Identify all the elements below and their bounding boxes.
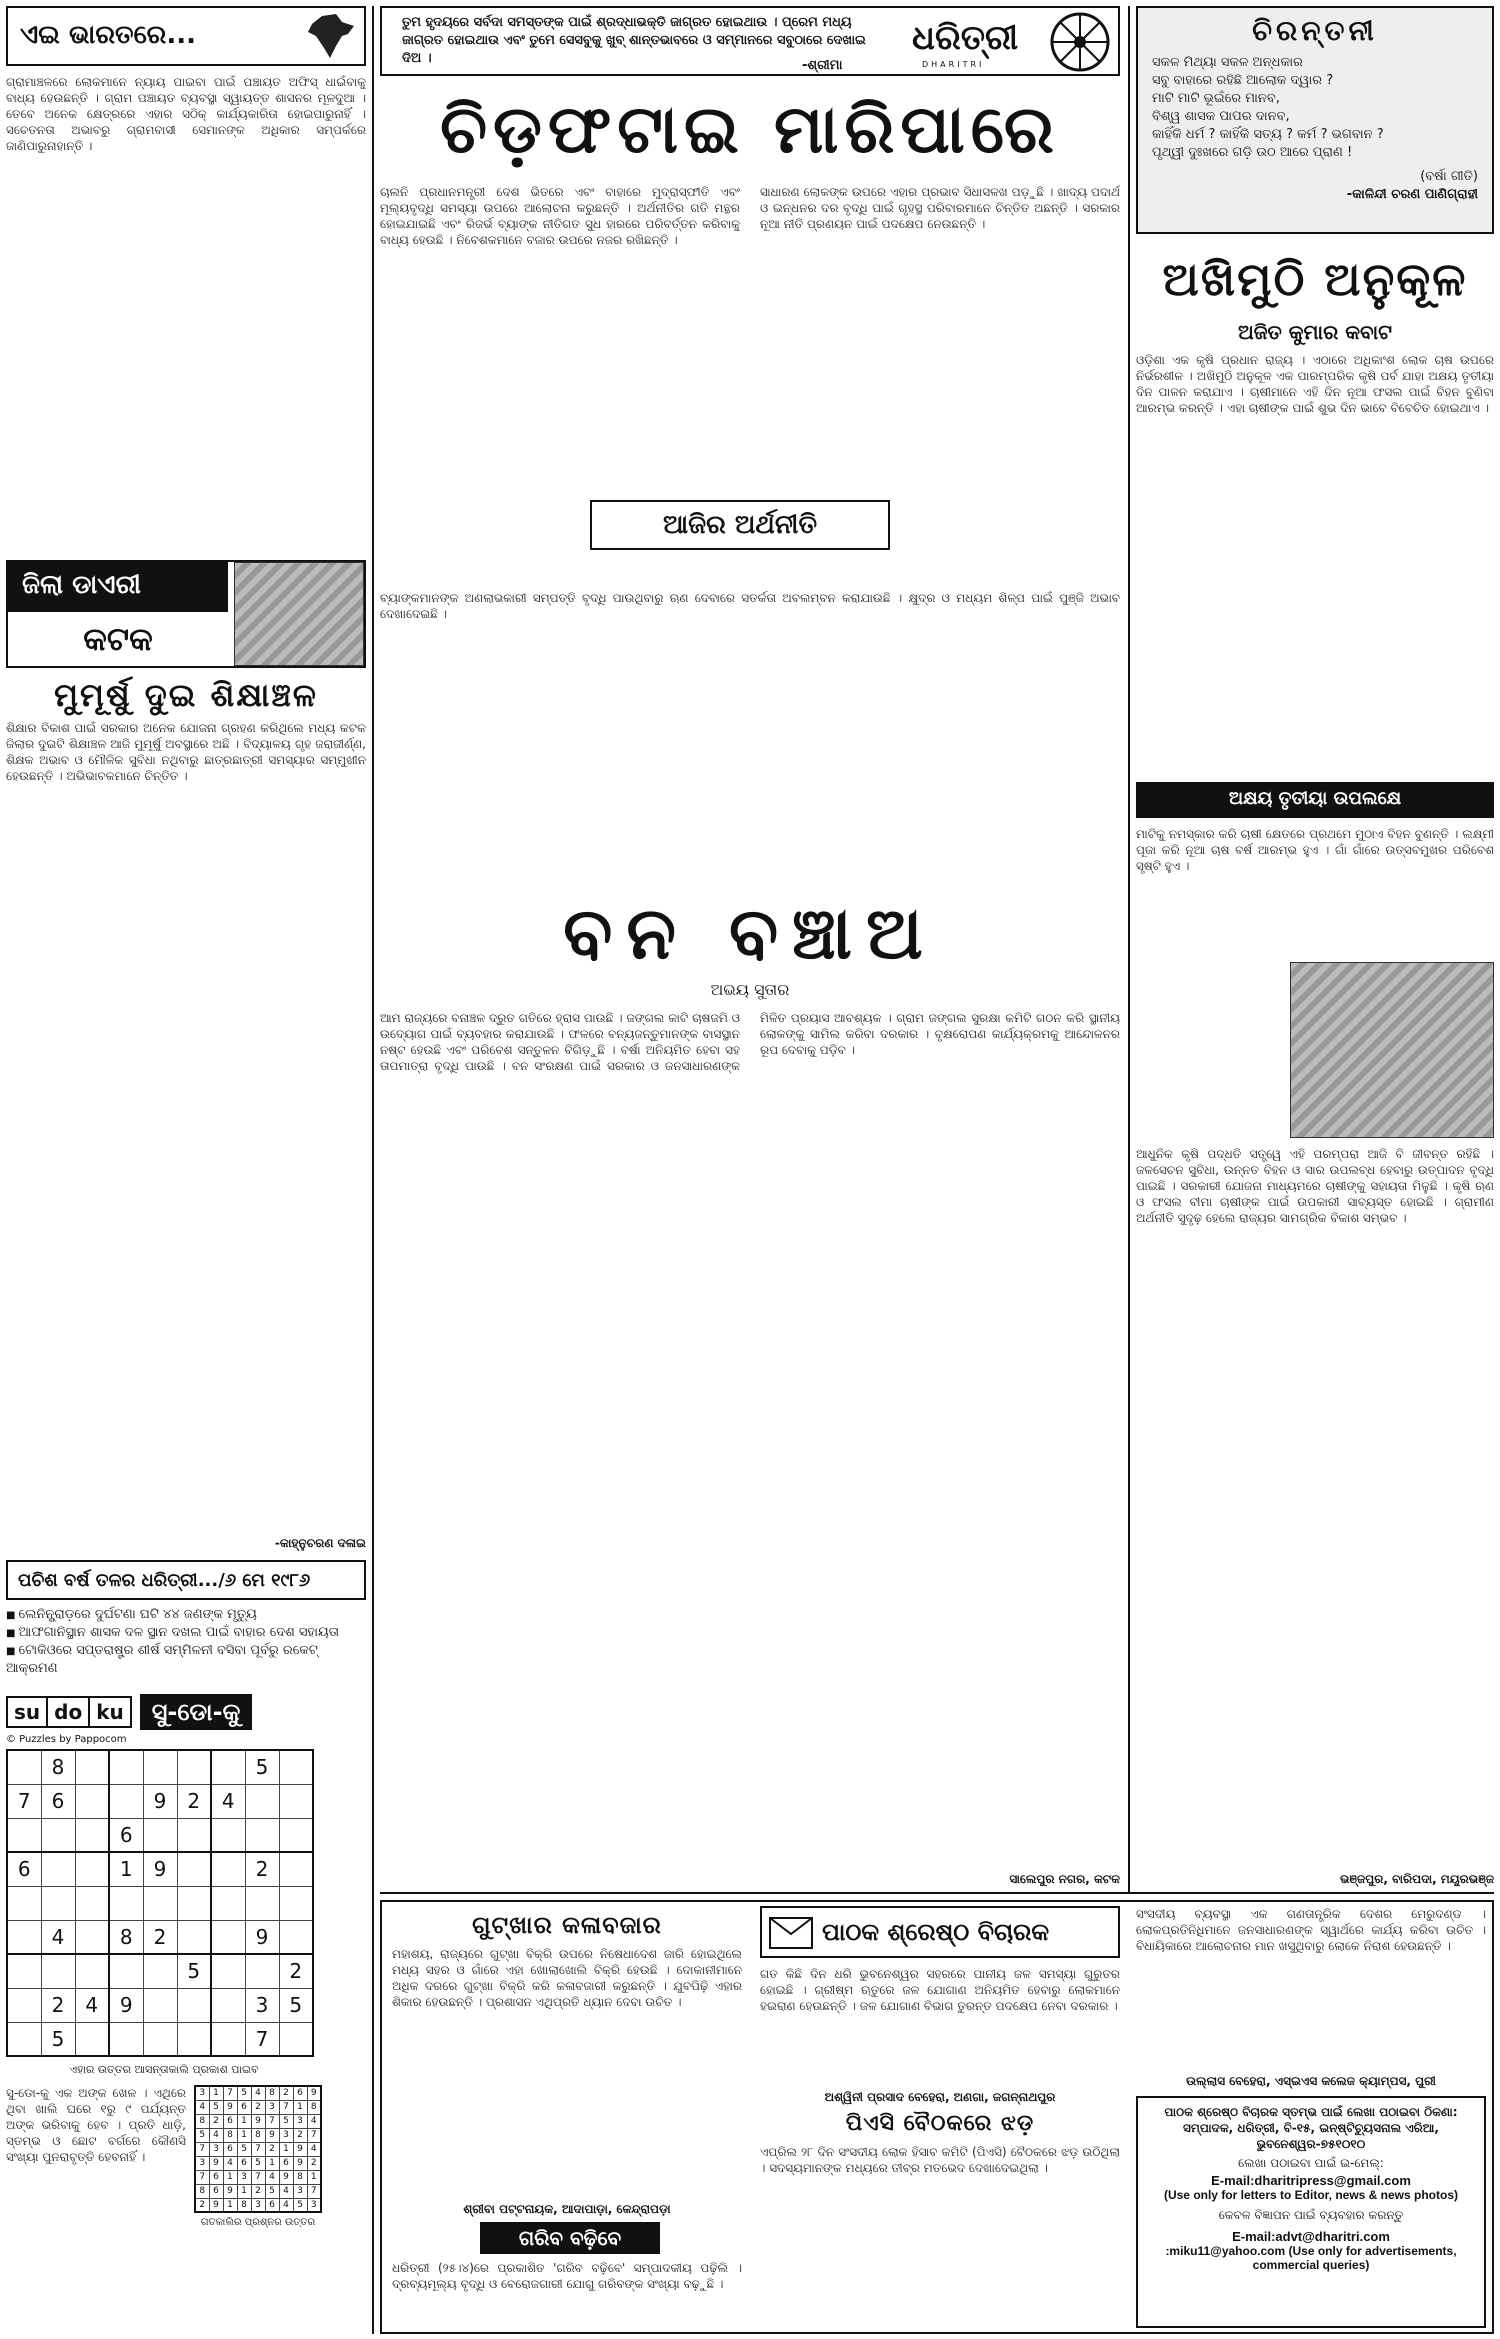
grid-cell: 8 — [307, 2100, 321, 2114]
grid-cell — [143, 1818, 177, 1852]
grid-cell — [7, 1886, 41, 1920]
grid-cell: 2 — [143, 1920, 177, 1954]
poem-line: ମାଟି ମାଟି ଭୂଇଁରେ ମାନବ, — [1152, 91, 1280, 106]
grid-cell: 9 — [245, 1920, 279, 1954]
left-article-text: ଗ୍ରାମାଞ୍ଚଳରେ ଲୋକମାନେ ନ୍ୟାୟ ପାଇବା ପାଇଁ ପଞ୍ଚାୟତ ଅଫିସ୍ ଧାଇଁବାକୁ ବାଧ୍ୟ ହେଉଛନ୍ତି । ଗ୍ରାମ ପଞ୍ଚାୟତ ବ୍ୟବସ୍ଥା ସ୍ୱାୟତ୍ତ ଶାସନର ମୂଳଦୁଆ । ତେବେ ଅନେକ କ୍ଷେତ୍ରରେ ଏହାର ସଠିକ୍ କାର୍ଯ୍ୟକାରିତା ହୋଇପାରୁନାହିଁ । ସଚେତନତା ଅଭାବରୁ ଗ୍ରାମବାସୀ ସେମାନଙ୍କ ଅଧିକାର ସମ୍ପର୍କରେ ଜାଣିପାରୁନାହାନ୍ତି । — [6, 75, 366, 153]
dharitri-logo: ଧରିତ୍ରୀ — [912, 18, 1019, 58]
grid-cell: 1 — [237, 2128, 251, 2142]
grid-cell: 4 — [307, 2114, 321, 2128]
farmer-photo — [1290, 962, 1494, 1138]
archive-item: ■ ଆଫଗାନିସ୍ଥାନ ଶାସକ ଦଳ ସ୍ଥାନ ଦଖଲ ପାଇଁ ବାହାର ଦେଶ ସହାୟତା — [6, 1624, 366, 1642]
grid-cell — [279, 1750, 313, 1784]
grid-cell — [143, 1750, 177, 1784]
quote-author: -ଶ୍ରୀମା — [802, 58, 843, 73]
grid-cell: 4 — [223, 2156, 237, 2170]
grid-cell — [109, 2022, 143, 2056]
grid-row — [195, 2142, 321, 2156]
grid-cell: 3 — [195, 2086, 209, 2100]
grid-cell: 9 — [223, 2100, 237, 2114]
grid-cell — [143, 1886, 177, 1920]
grid-cell — [7, 1988, 41, 2022]
grid-cell: 5 — [265, 2184, 279, 2198]
archive-item: ■ ଲେନିନ୍ଗ୍ରାଡ଼ରେ ଦୁର୍ଘଟଣା ଘଟି ୪୪ ଜଣଙ୍କ ମୃତ୍ୟୁ — [6, 1606, 366, 1624]
chirantani-title: ଚିରନ୍ତନୀ — [1252, 14, 1378, 47]
grid-row — [7, 1954, 313, 1988]
grid-cell — [75, 1784, 109, 1818]
grid-cell: 4 — [279, 2184, 293, 2198]
column-tag-box — [6, 6, 366, 66]
grid-row — [195, 2184, 321, 2198]
grid-cell: 4 — [75, 1988, 109, 2022]
akhimuthi-text-3: ଆଧୁନିକ କୃଷି ପଦ୍ଧତି ସତ୍ତ୍ୱେ ଏହି ପରମ୍ପରା ଆଜି ବି ଜୀବନ୍ତ ରହିଛି । ଜଳସେଚନ ସୁବିଧା, ଉନ୍ନତ ବିହନ ଓ ସାର ଉପଲବ୍ଧ ହେବାରୁ ଉତ୍ପାଦନ ବୃଦ୍ଧି ପାଇଛି । ସରକାରୀ ଯୋଜନା ମାଧ୍ୟମରେ ଚାଷୀଙ୍କୁ ସହାୟତା ମିଳୁଛି । କୃଷି ଋଣ ଓ ଫସଲ ବୀମା ଚାଷୀଙ୍କ ପାଇଁ ଉପକାରୀ ସାବ୍ୟସ୍ତ ହୋଇଛି । ଗ୍ରାମୀଣ ଅର୍ଥନୀତି ସୁଦୃଢ଼ ହେଲେ ରାଜ୍ୟର ସାମଗ୍ରିକ ବିକାଶ ସମ୍ଭବ । — [1136, 1147, 1494, 1225]
grid-cell: 2 — [251, 2184, 265, 2198]
column-tag: ଏଇ ଭାରତରେ... — [20, 20, 196, 50]
gutkha-credit: ଶ୍ରୀବା ପଟ୍ଟନାୟକ, ଆଦାପାଡ଼ା, କେନ୍ଦ୍ରାପଡ଼ା — [463, 2202, 671, 2216]
grid-row — [195, 2156, 321, 2170]
grid-row — [7, 1920, 313, 1954]
economy-tag — [590, 500, 890, 550]
grid-row — [195, 2128, 321, 2142]
sudoku-grid — [6, 1749, 314, 2057]
grid-cell: 6 — [223, 2114, 237, 2128]
sudoku-brand-part: ku — [96, 1700, 124, 1724]
contact-footer: କେବଳ ବିଜ୍ଞାପନ ପାଇଁ ବ୍ୟବହାର କରନ୍ତୁ — [1218, 2208, 1404, 2222]
grid-cell: 4 — [251, 2086, 265, 2100]
letters-credit: ଅଶ୍ୱିନୀ ପ୍ରସାଦ ବେହେରା, ଅଣଗା, ଜଗନ୍ନାଥପୁର — [824, 2090, 1056, 2104]
grid-cell — [245, 1954, 279, 1988]
grid-cell — [211, 1886, 245, 1920]
chirantani-box — [1136, 6, 1494, 234]
grid-cell: 3 — [237, 2170, 251, 2184]
poem-line: କାହିଁକି ଧର୍ମ ? କାହିଁକି ସତ୍ୟ ? କର୍ମ ? ଭଗବାନ ? — [1152, 127, 1384, 142]
column-rule — [372, 6, 374, 2334]
economy-text-b: ସାଧାରଣ ଲୋକଙ୍କ ଉପରେ ଏହାର ପ୍ରଭାବ ସିଧାସଳଖ ପଡ଼ୁଛି । ଖାଦ୍ୟ ପଦାର୍ଥ ଓ ଇନ୍ଧନର ଦର ବୃଦ୍ଧି ପାଇଁ ଗୃହସ୍ଥ ପରିବାରମାନେ ଚିନ୍ତିତ ଅଛନ୍ତି । ସରକାର ନୂଆ ନୀତି ପ୍ରଣୟନ ପାଇଁ ପଦକ୍ଷେପ ନେଉଛନ୍ତି । — [760, 185, 1120, 231]
grid-cell: 6 — [265, 2198, 279, 2212]
grid-cell: 2 — [265, 2142, 279, 2156]
grid-cell: 8 — [293, 2170, 307, 2184]
grid-cell: 9 — [223, 2184, 237, 2198]
grid-cell — [41, 1818, 75, 1852]
grid-cell: 8 — [41, 1750, 75, 1784]
grid-cell — [41, 1852, 75, 1886]
district-label: ଜିଲା ଡାଏରୀ — [8, 562, 228, 612]
forest-credit: ସାଲେପୁର ନଗର, କଟକ — [1009, 1872, 1120, 1886]
grid-row — [7, 1784, 313, 1818]
bottom-divider — [380, 1892, 1494, 1894]
grid-cell: 8 — [109, 1920, 143, 1954]
grid-cell — [279, 1818, 313, 1852]
grid-cell — [75, 1750, 109, 1784]
poem-source: (ବର୍ଷା ଗୀତି) — [1420, 169, 1478, 184]
grid-cell: 4 — [279, 2198, 293, 2212]
education-credit: -କାହ୍ନୁଚରଣ ଦଳାଇ — [274, 1536, 366, 1550]
grid-cell: 2 — [177, 1784, 211, 1818]
grid-cell: 7 — [265, 2114, 279, 2128]
grid-cell: 9 — [251, 2114, 265, 2128]
gutkha-text: ମହାଶୟ, ରାଜ୍ୟରେ ଗୁଟ୍ଖା ବିକ୍ରି ଉପରେ ନିଷେଧାଦେଶ ଜାରି ହୋଇଥିଲେ ମଧ୍ୟ ସହର ଓ ଗାଁରେ ଏହା ଖୋଲାଖୋଲି ବିକ୍ରି ହେଉଛି । ଦୋକାନୀମାନେ ଅଧିକ ଦରରେ ଗୁଟ୍ଖା ବିକ୍ରି କରି କଳାବଜାରୀ କରୁଛନ୍ତି । ଯୁବପିଢ଼ି ଏହାର ଶିକାର ହେଉଛନ୍ତି । ପ୍ରଶାସନ ଏଥିପ୍ରତି ଧ୍ୟାନ ଦେବା ଉଚିତ । — [392, 1947, 742, 2009]
grid-cell — [75, 1954, 109, 1988]
forest-headline: ବନ ବଞ୍ଚାଅ — [563, 890, 937, 975]
grid-cell: 7 — [195, 2142, 209, 2156]
dharitri-logo-sub: DHARITRI — [922, 60, 985, 69]
grid-cell: 2 — [279, 1954, 313, 1988]
grid-cell: 9 — [143, 1784, 177, 1818]
grid-cell: 2 — [307, 2156, 321, 2170]
grid-cell — [109, 1954, 143, 1988]
grid-cell: 5 — [209, 2100, 223, 2114]
grid-row — [195, 2114, 321, 2128]
grid-cell: 2 — [279, 2086, 293, 2100]
grid-cell: 9 — [293, 2156, 307, 2170]
grid-cell: 7 — [223, 2086, 237, 2100]
education-text: ଶିକ୍ଷାର ବିକାଶ ପାଇଁ ସରକାର ଅନେକ ଯୋଜନା ଗ୍ରହଣ କରିଥିଲେ ମଧ୍ୟ କଟକ ଜିଲାର ଦୁଇଟି ଶିକ୍ଷାଞ୍ଚଳ ଆଜି ମୁମୂର୍ଷୁ ଅବସ୍ଥାରେ ଅଛି । ବିଦ୍ୟାଳୟ ଗୃହ ଜରାଜୀର୍ଣ୍ଣ, ଶିକ୍ଷକ ଅଭାବ ଓ ମୌଳିକ ସୁବିଧା ନଥିବାରୁ ଛାତ୍ରଛାତ୍ରୀ ସମସ୍ୟାର ସମ୍ମୁଖୀନ ହେଉଛନ୍ତି । ଅଭିଭାବକମାନେ ଚିନ୍ତିତ । — [6, 721, 366, 783]
poem-line: ବିଶ୍ୱ ଶାସକ ପାପର ଦାନବ, — [1152, 109, 1290, 124]
grid-row — [195, 2198, 321, 2212]
grid-cell: 7 — [251, 2142, 265, 2156]
akhimuthi-byline: ଅଜିତ କୁମାର କବାଟ — [1237, 320, 1393, 344]
sudoku-solution-grid — [194, 2085, 322, 2213]
right-letter-text: ସଂସଦୀୟ ବ୍ୟବସ୍ଥା ଏକ ଗଣତାନ୍ତ୍ରିକ ଦେଶର ମେରୁଦଣ୍ଡ । ଲୋକପ୍ରତିନିଧିମାନେ ଜନସାଧାରଣଙ୍କ ସ୍ୱାର୍ଥରେ କାର୍ଯ୍ୟ କରିବା ଉଚିତ । ବିଧାୟିକାରେ ଆଲୋଚନାର ମାନ ଖସୁଥିବାରୁ ଲୋକେ ନିରାଶ ହେଉଛନ୍ତି । — [1136, 1907, 1486, 1953]
grid-cell: 1 — [265, 2156, 279, 2170]
grid-cell: 9 — [143, 1852, 177, 1886]
poem-line: ସବୁ ବାହାରେ ରହିଛି ଆଲୋକ ଦ୍ୱାର ? — [1152, 73, 1334, 88]
letters-header — [760, 1906, 1120, 1958]
sudoku-label: ସୁ-ଡୋ-କୁ — [140, 1694, 253, 1730]
grid-cell: 6 — [209, 2184, 223, 2198]
pac-headline: ପିଏସି ବୈଠକରେ ଝଡ଼ — [845, 2110, 1035, 2136]
grid-cell — [143, 1988, 177, 2022]
india-map-icon — [302, 12, 358, 62]
grid-cell: 3 — [209, 2142, 223, 2156]
grid-cell: 1 — [307, 2170, 321, 2184]
grid-cell: 4 — [209, 2128, 223, 2142]
grid-cell: 2 — [293, 2128, 307, 2142]
grid-cell: 7 — [307, 2184, 321, 2198]
grid-cell: 6 — [41, 1784, 75, 1818]
forest-byline: ଅଭୟ ସୁତାର — [710, 980, 790, 999]
grid-cell: 5 — [237, 2142, 251, 2156]
grid-cell: 1 — [237, 2114, 251, 2128]
grid-cell — [211, 1954, 245, 1988]
grid-cell — [177, 1920, 211, 1954]
gutkha-headline: ଗୁଟ୍ଖାର କଳାବଜାର — [472, 1910, 662, 1939]
grid-row — [7, 1886, 313, 1920]
sudoku-panel — [6, 1690, 366, 2330]
grid-cell — [211, 1988, 245, 2022]
district-name: କଟକ — [83, 620, 153, 658]
grid-row — [195, 2086, 321, 2100]
grid-cell: 8 — [195, 2184, 209, 2198]
grid-cell: 9 — [209, 2156, 223, 2170]
grid-cell: 3 — [279, 2128, 293, 2142]
grid-cell — [211, 2022, 245, 2056]
pac-text: ଏପ୍ରିଲ ୨୮ ଦିନ ସଂସଦୀୟ ଲୋକ ହିସାବ କମିଟି (ପିଏସି) ବୈଠକରେ ଝଡ଼ ଉଠିଥିଲା । ସଦସ୍ୟମାନଙ୍କ ମଧ୍ୟରେ ତୀବ୍ର ମତଭେଦ ଦେଖାଦେଇଥିଲା । — [760, 2145, 1120, 2175]
grid-cell: 8 — [237, 2198, 251, 2212]
akhimuthi-text: ଓଡ଼ିଶା ଏକ କୃଷି ପ୍ରଧାନ ରାଜ୍ୟ । ଏଠାରେ ଅଧିକାଂଶ ଲୋକ ଚାଷ ଉପରେ ନିର୍ଭରଶୀଳ । ଅଖିମୁଠି ଅନୁକୂଳ ଏକ ପାରମ୍ପରିକ କୃଷି ପର୍ବ ଯାହା ଅକ୍ଷୟ ତୃତୀୟା ଦିନ ପାଳନ କରାଯାଏ । ଚାଷୀମାନେ ଏହି ଦିନ ନୂଆ ଫସଲ ପାଇଁ ବିହନ ବୁଣିବା ଆରମ୍ଭ କରନ୍ତି । ଏହା ଚାଷୀଙ୍କ ପାଇଁ ଶୁଭ ଦିନ ଭାବେ ବିବେଚିତ ହୋଇଥାଏ । — [1136, 353, 1494, 415]
grid-cell — [7, 1954, 41, 1988]
district-photo — [234, 562, 364, 666]
district-diary-box — [6, 560, 366, 668]
grid-cell: 8 — [195, 2114, 209, 2128]
economy-text-a: ଚାଲନି ପ୍ରଧାନମନ୍ତ୍ରୀ ଦେଶ ଭିତରେ ଏବଂ ବାହାରେ ମୁଦ୍ରାସ୍ଫୀତି ଏବଂ ମୂଲ୍ୟବୃଦ୍ଧି ସମସ୍ୟା ଉପରେ ଆଲୋଚନା କରୁଛନ୍ତି । ଅର୍ଥନୀତିର ଗତି ମନ୍ଥର ହୋଇଯାଇଛି ଏବଂ ରିଜର୍ଭ ବ୍ୟାଙ୍କ ନୀତିଗତ ସୁଧ ହାରରେ ପରିବର୍ତ୍ତନ କରିବାକୁ ବାଧ୍ୟ ହେଉଛି । ନିବେଶକମାନେ ବଜାର ଉପରେ ନଜର ରଖିଛନ୍ତି । — [380, 185, 740, 247]
grid-cell: 9 — [109, 1988, 143, 2022]
grid-cell — [245, 1886, 279, 1920]
grid-cell: 6 — [223, 2142, 237, 2156]
grid-cell: 3 — [195, 2156, 209, 2170]
grid-cell: 5 — [245, 1750, 279, 1784]
grid-cell: 7 — [245, 2022, 279, 2056]
grid-cell — [75, 1852, 109, 1886]
grid-row — [195, 2100, 321, 2114]
grid-cell: 6 — [293, 2086, 307, 2100]
grid-cell: 4 — [265, 2170, 279, 2184]
grid-cell — [75, 1920, 109, 1954]
grid-cell: 9 — [307, 2086, 321, 2100]
poem-author: -କାଳିନ୍ଦୀ ଚରଣ ପାଣିଗ୍ରାହୀ — [1346, 187, 1478, 202]
contact-email-2[interactable]: :miku11@yahoo.com (Use only for advertisements, commercial queries) — [1165, 2244, 1457, 2272]
grid-cell — [177, 1988, 211, 2022]
grid-cell — [177, 1750, 211, 1784]
grid-cell — [109, 1750, 143, 1784]
grid-cell — [75, 2022, 109, 2056]
grid-cell: 7 — [279, 2100, 293, 2114]
letters-headline: ପାଠକ ଶ୍ରେଷ୍ଠ ବିଚାରକ — [822, 1918, 1050, 1946]
poem-line: ସକଳ ମିଥ୍ୟା ସକଳ ଅନ୍ଧକାର — [1152, 55, 1303, 70]
akhimuthi-credit: ଭଞ୍ଜପୁର, ବାରିପଦା, ମୟୂରଭଞ୍ଜ — [1340, 1872, 1494, 1886]
education-headline: ମୁମୂର୍ଷୁ ଦୁଇ ଶିକ୍ଷାଞ୍ଚଳ — [54, 676, 318, 714]
grid-cell — [75, 1886, 109, 1920]
grid-cell — [41, 1954, 75, 1988]
grid-cell: 7 — [251, 2170, 265, 2184]
sudoku-rules: ସୁ-ଡୋ-କୁ ଏକ ଅଙ୍କ ଖେଳ । ଏଥିରେ ଥିବା ଖାଲି ଘରେ ୧ରୁ ୯ ପର୍ଯ୍ୟନ୍ତ ଅଙ୍କ ଭରିବାକୁ ହେବ । ପ୍ରତି ଧାଡ଼ି, ସ୍ତମ୍ଭ ଓ ଛୋଟ ବର୍ଗରେ କୌଣସି ସଂଖ୍ୟା ପୁନରାବୃତ୍ତି ହେବନାହିଁ । — [6, 2086, 186, 2164]
grid-cell: 7 — [195, 2170, 209, 2184]
grid-cell: 6 — [7, 1852, 41, 1886]
akhimuthi-headline: ଅଖିମୁଠି ଅନୁକୂଳ — [1162, 252, 1468, 306]
grid-cell: 1 — [293, 2100, 307, 2114]
grid-cell: 3 — [245, 1988, 279, 2022]
grid-cell: 6 — [209, 2170, 223, 2184]
grid-cell: 1 — [223, 2170, 237, 2184]
akshaya-tag: ଅକ୍ଷୟ ତୃତୀୟା ଉପଲକ୍ଷେ — [1136, 782, 1494, 818]
grid-cell — [143, 2022, 177, 2056]
grid-row — [7, 1818, 313, 1852]
grid-cell: 5 — [293, 2198, 307, 2212]
sudoku-brand — [6, 1696, 132, 1728]
grid-cell: 3 — [293, 2114, 307, 2128]
forest-text: ଆମ ରାଜ୍ୟରେ ବନାଞ୍ଚଳ ଦ୍ରୁତ ଗତିରେ ହ୍ରାସ ପାଉଛି । ଜଙ୍ଗଲ କାଟି ଚାଷଜମି ଓ ଉଦ୍ୟୋଗ ପାଇଁ ବ୍ୟବହାର କରାଯାଉଛି । ଫଳରେ ବନ୍ୟଜନ୍ତୁମାନଙ୍କ ବାସସ୍ଥାନ ନଷ୍ଟ ହେଉଛି ଏବଂ ପରିବେଶ ସନ୍ତୁଳନ ବିଗିଡ଼ୁଛି । ବର୍ଷା ଅନିୟମିତ ହେବା ସହ ତାପମାତ୍ରା ବୃଦ୍ଧି ପାଉଛି । ବନ ସଂରକ୍ଷଣ ପାଇଁ ସରକାର ଓ ଜନସାଧାରଣଙ୍କ ମିଳିତ ପ୍ରୟାସ ଆବଶ୍ୟକ । ଗ୍ରାମ ଜଙ୍ଗଲ ସୁରକ୍ଷା କମିଟି ଗଠନ କରି ସ୍ଥାନୀୟ ଲୋକଙ୍କୁ ସାମିଲ କରିବା ଦରକାର । ବୃକ୍ଷରୋପଣ କାର୍ଯ୍ୟକ୍ରମକୁ ଆନ୍ଦୋଳନର ରୂପ ଦେବାକୁ ପଡ଼ିବ । — [380, 1011, 1120, 1073]
grid-cell: 8 — [251, 2128, 265, 2142]
sudoku-brand-part: su — [8, 1698, 48, 1726]
grid-cell: 2 — [41, 1988, 75, 2022]
contact-address: ପାଠକ ଶ୍ରେଷ୍ଠ ବିଚାରକ ସ୍ତମ୍ଭ ପାଇଁ ଲେଖା ପଠାଇବା ଠିକଣା: ସମ୍ପାଦକ, ଧରିତ୍ରୀ, ବି-୧୫, ଇନ୍ଷ୍ଟିଚ୍ୟୁସନାଲ ଏରିଆ, ଭୁବନେଶ୍ୱର-୭୫୧୦୧୦ — [1164, 2105, 1458, 2151]
akhimuthi-text-2: ମାଟିକୁ ନମସ୍କାର କରି ଚାଷୀ କ୍ଷେତରେ ପ୍ରଥମେ ମୁଠାଏ ବିହନ ବୁଣନ୍ତି । ଲକ୍ଷ୍ମୀ ପୂଜା କରି ନୂଆ ଚାଷ ବର୍ଷ ଆରମ୍ଭ ହୁଏ । ଗାଁ ଗାଁରେ ଉତ୍ସବମୁଖର ପରିବେଶ ସୃଷ୍ଟି ହୁଏ । — [1136, 827, 1494, 873]
grid-cell — [177, 1886, 211, 1920]
grid-cell: 2 — [245, 1852, 279, 1886]
grid-cell: 5 — [41, 2022, 75, 2056]
archive-item: ■ ଟୋକିଓରେ ସପ୍ତରାଷ୍ଟ୍ର ଶୀର୍ଷ ସମ୍ମିଳନୀ ବସିବା ପୂର୍ବରୁ ରକେଟ୍ ଆକ୍ରମଣ — [6, 1642, 366, 1677]
wheel-icon — [1048, 10, 1112, 74]
grid-cell: 6 — [279, 2156, 293, 2170]
grid-cell: 5 — [195, 2128, 209, 2142]
grid-cell — [7, 1818, 41, 1852]
sudoku-brand-part: do — [48, 1698, 90, 1726]
archive-list — [6, 1606, 366, 1677]
grid-cell: 9 — [265, 2128, 279, 2142]
grid-cell — [177, 1852, 211, 1886]
grid-cell — [279, 2022, 313, 2056]
contact-box — [1136, 2096, 1486, 2328]
sudoku-solution-note: ଗତକାଲିର ପ୍ରଶ୍ନର ଉତ୍ତର — [200, 2217, 316, 2228]
grid-cell: 5 — [237, 2086, 251, 2100]
contact-email-2-label[interactable]: E-mail:advt@dharitri.com — [1232, 2229, 1390, 2244]
economy-tag-label: ଆଜିର ଅର୍ଥନୀତି — [663, 510, 817, 540]
grid-cell: 1 — [223, 2198, 237, 2212]
sudoku-answer-note: ଏହାର ଉତ୍ତର ଆସନ୍ତାକାଲି ପ୍ରକାଶ ପାଇବ — [69, 2063, 259, 2076]
sudoku-header — [6, 1690, 366, 1734]
grid-cell: 9 — [209, 2198, 223, 2212]
grid-cell: 9 — [279, 2170, 293, 2184]
contact-email-note: ଲେଖା ପଠାଇବା ପାଇଁ ଇ-ମେଲ୍: — [1238, 2156, 1384, 2170]
grid-row — [195, 2170, 321, 2184]
grid-cell: 4 — [307, 2142, 321, 2156]
grid-row — [7, 1988, 313, 2022]
grid-cell: 2 — [209, 2114, 223, 2128]
sudoku-credit: © Puzzles by Pappocom — [6, 1734, 127, 1745]
quote-text: ତୁମ ହୃଦୟରେ ସର୍ବଦା ସମସ୍ତଙ୍କ ପାଇଁ ଶ୍ରଦ୍ଧାଭକ୍ତି ଜାଗ୍ରତ ହୋଇଥାଉ । ପ୍ରେମ ମଧ୍ୟ ଜାଗ୍ରତ ହୋଇଥାଉ ଏବଂ ତୁମେ ସେସବୁକୁ ଖୁବ୍ ଶାନ୍ତଭାବରେ ଓ ସମ୍ମାନରେ ସବୁଠାରେ ଦେଖାଇ ଦିଅ । — [402, 15, 866, 66]
grid-cell: 3 — [307, 2198, 321, 2212]
quote-box — [380, 6, 1120, 76]
grid-cell — [143, 1954, 177, 1988]
right-letter-credit: ଉଲ୍ଲାସ ବେହେରା, ଏସ୍ଇଏସ କଲେଜ କ୍ୟାମ୍ପସ, ପୁରୀ — [1186, 2074, 1436, 2088]
grid-cell: 1 — [237, 2184, 251, 2198]
grid-cell — [211, 1920, 245, 1954]
grid-row — [7, 2022, 313, 2056]
grid-cell: 5 — [279, 2114, 293, 2128]
poem-line: ପୃଥ୍ୱୀ ଦୁଃଖରେ ଗଡ଼ି ଉଠ ଆରେ ପ୍ରାଣ ! — [1152, 145, 1353, 160]
grid-cell — [41, 1886, 75, 1920]
grid-cell: 6 — [237, 2100, 251, 2114]
grid-cell — [279, 1886, 313, 1920]
grid-cell: 7 — [307, 2128, 321, 2142]
grid-cell — [177, 1818, 211, 1852]
grid-cell: 6 — [109, 1818, 143, 1852]
grid-cell — [75, 1818, 109, 1852]
grid-cell: 8 — [265, 2086, 279, 2100]
grid-cell: 9 — [293, 2142, 307, 2156]
grid-cell: 1 — [209, 2086, 223, 2100]
grid-cell: 5 — [251, 2156, 265, 2170]
grid-cell — [109, 1886, 143, 1920]
grid-cell: 1 — [279, 2142, 293, 2156]
grid-cell: 4 — [195, 2100, 209, 2114]
column-rule — [1128, 6, 1130, 1892]
grid-cell — [7, 2022, 41, 2056]
grid-cell: 5 — [177, 1954, 211, 1988]
grid-cell — [211, 1750, 245, 1784]
grid-row — [7, 1852, 313, 1886]
grid-cell — [7, 1750, 41, 1784]
grid-cell — [279, 1920, 313, 1954]
grid-cell: 5 — [279, 1988, 313, 2022]
grid-cell: 6 — [237, 2156, 251, 2170]
grid-cell: 2 — [251, 2100, 265, 2114]
grid-cell: 8 — [223, 2128, 237, 2142]
gorib-headline: ଗରିବ ବଢ଼ିବେ — [480, 2222, 660, 2254]
gorib-text: ଧରିତ୍ରୀ (୨୫।୪)ରେ ପ୍ରକାଶିତ 'ଗରିବ ବଢ଼ିବେ' ସମ୍ପାଦକୀୟ ପଢ଼ିଲି । ଦ୍ରବ୍ୟମୂଲ୍ୟ ବୃଦ୍ଧି ଓ ବେରୋଜଗାରୀ ଯୋଗୁ ଗରିବଙ୍କ ସଂଖ୍ୟା ବଢ଼ୁଛି । — [392, 2261, 742, 2291]
grid-row — [7, 1750, 313, 1784]
archive-label: ପଚିଶ ବର୍ଷ ତଳର ଧରିତ୍ରୀ.../୬ ମେ ୧୯୮୬ — [6, 1560, 366, 1600]
grid-cell: 1 — [109, 1852, 143, 1886]
grid-cell — [177, 2022, 211, 2056]
grid-cell: 3 — [265, 2100, 279, 2114]
grid-cell — [245, 1818, 279, 1852]
grid-cell — [211, 1852, 245, 1886]
economy-text-c: ବ୍ୟାଙ୍କମାନଙ୍କ ଅଣଲାଭକାରୀ ସମ୍ପତ୍ତି ବୃଦ୍ଧି ପାଉଥିବାରୁ ଋଣ ଦେବାରେ ସତର୍କତା ଅବଲମ୍ବନ କରାଯାଉଛି । କ୍ଷୁଦ୍ର ଓ ମଧ୍ୟମ ଶିଳ୍ପ ପାଇଁ ପୁଞ୍ଜି ଅଭାବ ଦେଖାଦେଇଛି । — [380, 591, 1120, 621]
grid-cell — [109, 1784, 143, 1818]
contact-email-1-note: (Use only for letters to Editor, news & news photos) — [1163, 2188, 1459, 2202]
grid-cell: 4 — [211, 1784, 245, 1818]
grid-cell — [279, 1852, 313, 1886]
grid-cell — [279, 1784, 313, 1818]
main-headline: ଚିଡ଼ଫଟାଇ ମାରିପାରେ — [440, 90, 1060, 168]
grid-cell: 3 — [251, 2198, 265, 2212]
letters-text: ଗତ କିଛି ଦିନ ଧରି ଭୁବନେଶ୍ୱର ସହରରେ ପାନୀୟ ଜଳ ସମସ୍ୟା ଗୁରୁତର ହୋଇଛି । ଗ୍ରୀଷ୍ମ ଋତୁରେ ଜଳ ଯୋଗାଣ ଅନିୟମିତ ହେବାରୁ ଲୋକମାନେ ହଇରାଣ ହେଉଛନ୍ତି । ଜଳ ଯୋଗାଣ ବିଭାଗ ତୁରନ୍ତ ପଦକ୍ଷେପ ନେବା ଦରକାର । — [760, 1967, 1120, 2013]
grid-cell: 7 — [7, 1784, 41, 1818]
envelope-icon — [768, 1916, 814, 1950]
grid-cell: 2 — [195, 2198, 209, 2212]
grid-cell — [245, 1784, 279, 1818]
grid-cell: 4 — [41, 1920, 75, 1954]
grid-cell: 3 — [293, 2184, 307, 2198]
grid-cell — [7, 1920, 41, 1954]
contact-email-1[interactable]: E-mail:dharitripress@gmail.com — [1211, 2173, 1411, 2188]
grid-cell — [211, 1818, 245, 1852]
